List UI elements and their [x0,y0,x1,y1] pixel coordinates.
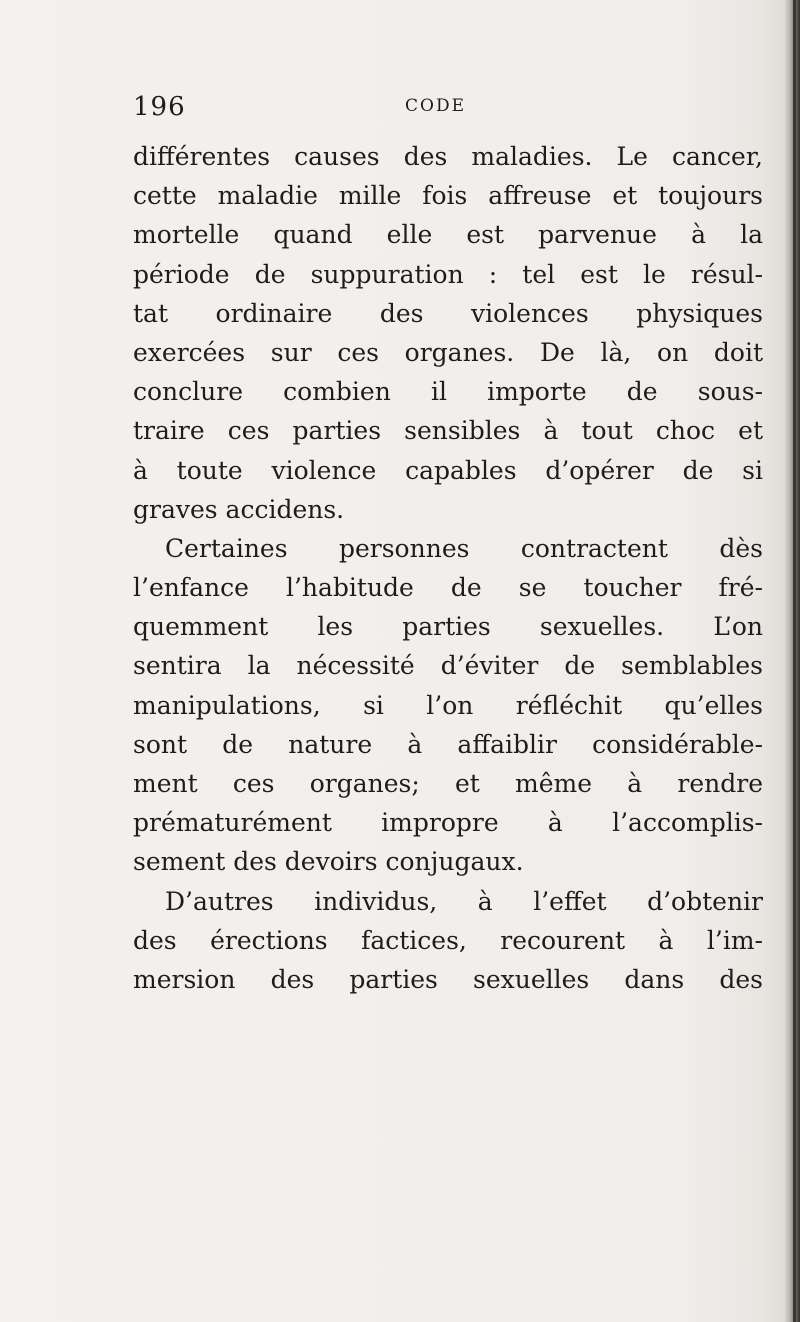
text-line: quemment les parties sexuelles. L’on [133,612,763,642]
page-header [133,92,763,132]
text-line: à toute violence capables d’opérer de si [133,455,763,485]
text-line: sement des devoirs conjugaux. [133,847,524,877]
paragraph-start-line: D’autres individus, à l’effet d’obtenir [165,886,763,916]
text-line: l’enfance l’habitude de se toucher fré- [133,573,763,603]
text-line: graves accidens. [133,494,345,524]
text-line: sentira la nécessité d’éviter de semblables [133,651,763,681]
text-line: tat ordinaire des violences physiques [133,298,763,328]
text-line: prématurément impropre à l’accomplis- [133,808,763,838]
text-line: exercées sur ces organes. De là, on doit [133,337,763,367]
running-head: CODE [405,96,466,116]
text-line: mersion des parties sexuelles dans des [133,964,763,994]
body-text [133,137,763,999]
text-line: des érections factices, recourent à l’im- [133,925,763,955]
page-edge-line [793,0,796,1322]
text-line: cette maladie mille fois affreuse et toujours [133,181,763,211]
text-line: conclure combien il importe de sous- [133,377,763,407]
text-line: traire ces parties sensibles à tout choc et [133,416,763,446]
text-line: sont de nature à affaiblir considérable- [133,729,763,759]
text-line: ment ces organes; et même à rendre [133,769,763,798]
text-line: manipulations, si l’on réfléchit qu’elles [133,690,763,720]
page-number: 196 [133,92,186,122]
text-line: période de suppuration : tel est le résul- [133,259,763,289]
page-edge-shadow [784,0,800,1322]
text-line: mortelle quand elle est parvenue à la [133,220,763,250]
paragraph-start-line: Certaines personnes contractent dès [165,533,763,563]
text-line: différentes causes des maladies. Le cancer, [133,142,763,171]
